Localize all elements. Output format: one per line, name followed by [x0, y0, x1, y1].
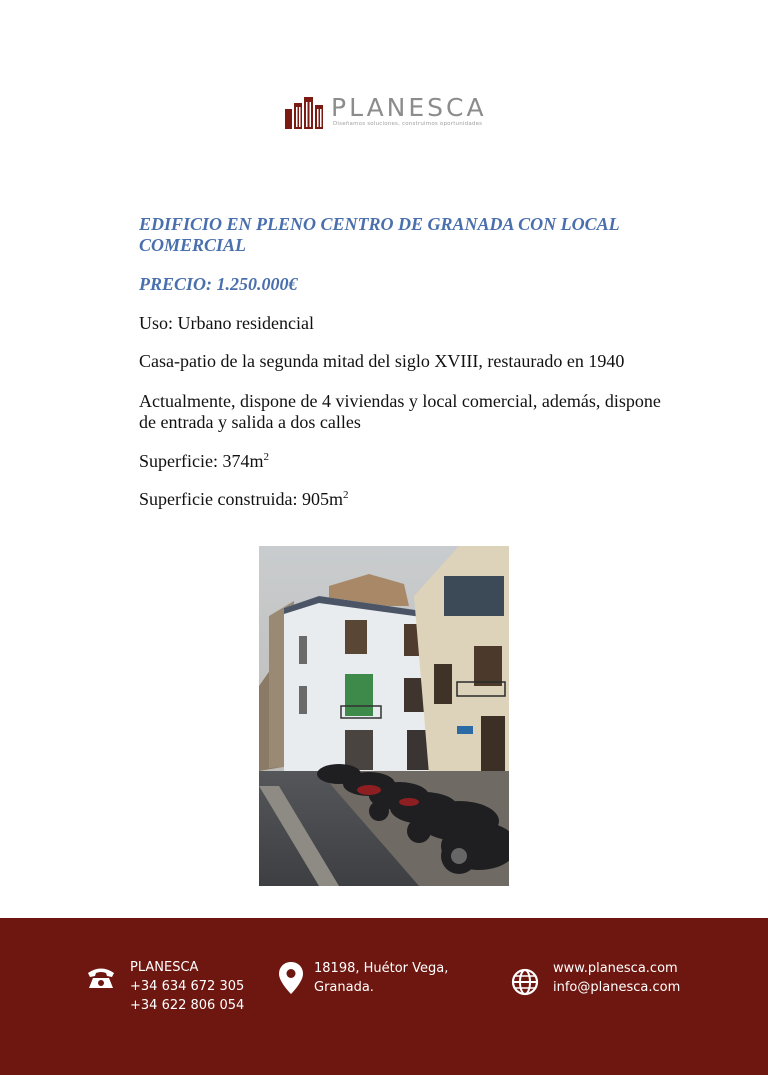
footer-address-line-1: 18198, Huétor Vega, [314, 961, 449, 976]
footer [0, 918, 768, 1075]
logo-wordmark: PLANESCA [331, 93, 487, 122]
listing-price: PRECIO: 1.250.000€ [139, 274, 298, 294]
buildings-logo-icon [285, 97, 325, 129]
footer-company: PLANESCA [130, 960, 199, 975]
location-pin-icon [279, 962, 303, 994]
superficie-label: Superficie: 374m [139, 451, 264, 471]
superficie-exponent: 2 [263, 451, 269, 463]
footer-phone-1[interactable]: +34 634 672 305 [130, 979, 245, 994]
footer-email[interactable]: info@planesca.com [553, 980, 681, 995]
planesca-logo [285, 93, 515, 133]
phone-icon [86, 966, 116, 990]
footer-address-line-2: Granada. [314, 980, 374, 995]
listing-title: EDIFICIO EN PLENO CENTRO DE GRANADA CON LOCAL COMERCIAL [139, 214, 619, 255]
footer-website[interactable]: www.planesca.com [553, 961, 678, 976]
footer-phone-2[interactable]: +34 622 806 054 [130, 998, 245, 1013]
superficie-construida-label: Superficie construida: 905m [139, 489, 343, 509]
globe-icon [511, 968, 539, 996]
uso-text: Uso: Urbano residencial [139, 313, 314, 333]
superficie-construida-text [139, 489, 679, 510]
logo-tagline: Diseñamos soluciones, construimos oportunidades [333, 121, 483, 127]
superficie-construida-exponent: 2 [342, 489, 349, 501]
features-text: Actualmente, dispone de 4 viviendas y local comercial, además, dispone de entrada y salida a dos calles [139, 391, 661, 432]
building-street-photo [259, 546, 509, 886]
description-text: Casa-patio de la segunda mitad del siglo XVIII, restaurado en 1940 [139, 351, 625, 371]
superficie-text [139, 451, 679, 472]
